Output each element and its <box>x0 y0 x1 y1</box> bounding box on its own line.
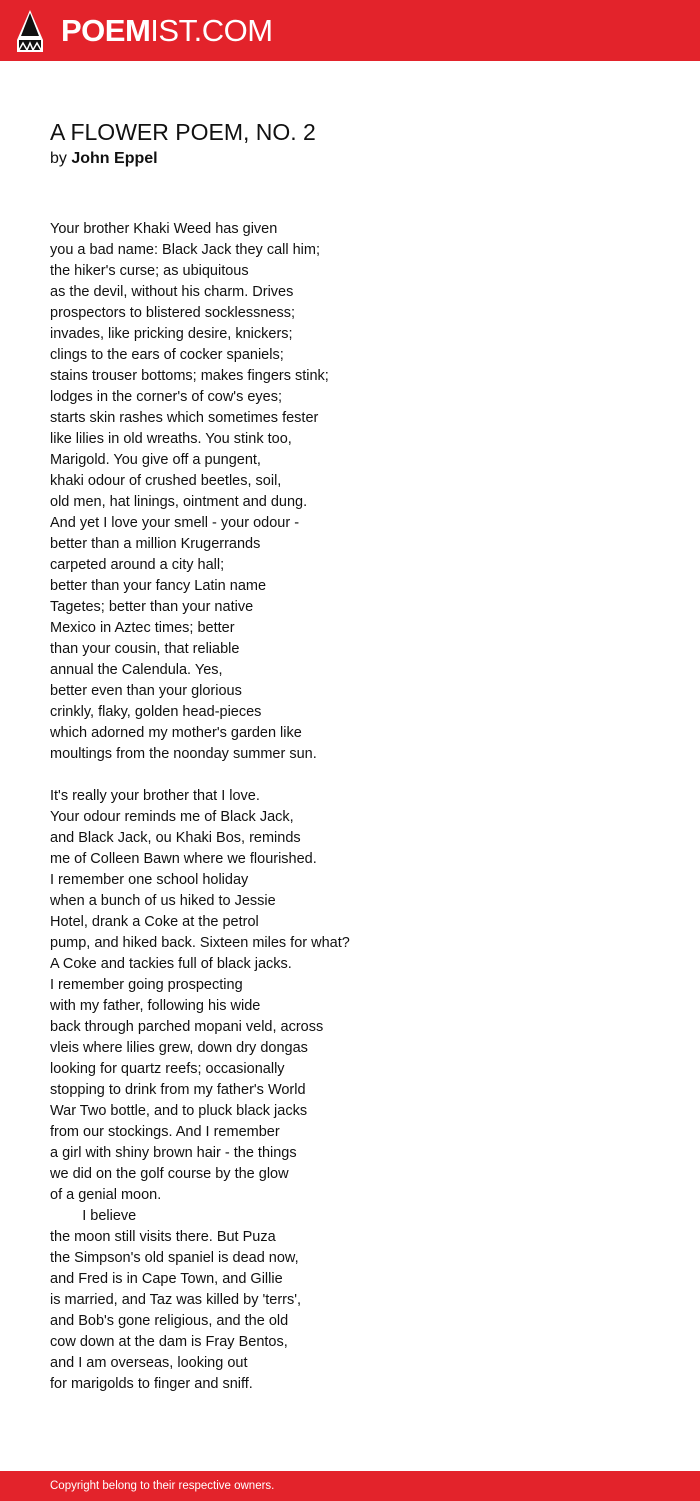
poem-line: from our stockings. And I remember <box>50 1124 280 1140</box>
poem-line: moultings from the noonday summer sun. <box>50 746 317 762</box>
poem-line: like lilies in old wreaths. You stink too, <box>50 431 292 447</box>
poem-line: carpeted around a city hall; <box>50 557 225 573</box>
poem-line: Marigold. You give off a pungent, <box>50 452 261 468</box>
logo-bold-text: POEM <box>61 13 151 48</box>
poem-line: I remember going prospecting <box>50 977 243 993</box>
poem-body <box>50 219 650 1395</box>
poem-line: is married, and Taz was killed by 'terrs', <box>50 1292 302 1308</box>
poem-line: vleis where lilies grew, down dry dongas <box>50 1040 308 1056</box>
poem-line: I believe <box>50 1208 137 1224</box>
poem-line: stopping to drink from my father's World <box>50 1082 306 1098</box>
poem-line: for marigolds to finger and sniff. <box>50 1376 253 1392</box>
poem-line: and Bob's gone religious, and the old <box>50 1313 289 1329</box>
poem-line: and Fred is in Cape Town, and Gillie <box>50 1271 283 1287</box>
poem-line: stains trouser bottoms; makes fingers stink; <box>50 368 329 384</box>
poem-line: when a bunch of us hiked to Jessie <box>50 893 276 909</box>
poem-line: back through parched mopani veld, across <box>50 1019 324 1035</box>
poem-line: the Simpson's old spaniel is dead now, <box>50 1250 299 1266</box>
poem-line: better than a million Krugerrands <box>50 536 261 552</box>
byline <box>50 149 158 169</box>
poem-line: with my father, following his wide <box>50 998 261 1014</box>
poem-line: invades, like pricking desire, knickers; <box>50 326 293 342</box>
poem-line: pump, and hiked back. Sixteen miles for what? <box>50 935 350 951</box>
poem-line: Tagetes; better than your native <box>50 599 254 615</box>
poem-line: the moon still visits there. But Puza <box>50 1229 276 1245</box>
poem-line: as the devil, without his charm. Drives <box>50 284 294 300</box>
poem-line: War Two bottle, and to pluck black jacks <box>50 1103 308 1119</box>
poem-line: It's really your brother that I love. <box>50 788 260 804</box>
poem-line: of a genial moon. <box>50 1187 162 1203</box>
poem-line: annual the Calendula. Yes, <box>50 662 223 678</box>
poem-line: A Coke and tackies full of black jacks. <box>50 956 292 972</box>
poem-line: looking for quartz reefs; occasionally <box>50 1061 285 1077</box>
poem-line: lodges in the corner's of cow's eyes; <box>50 389 283 405</box>
poem-line: cow down at the dam is Fray Bentos, <box>50 1334 288 1350</box>
stanza-break <box>50 765 650 786</box>
poem-line: better than your fancy Latin name <box>50 578 267 594</box>
poem-title: A FLOWER POEM, NO. 2 <box>50 119 316 145</box>
poem-line: Mexico in Aztec times; better <box>50 620 235 636</box>
poem-line: Your odour reminds me of Black Jack, <box>50 809 294 825</box>
poem-line: Hotel, drank a Coke at the petrol <box>50 914 259 930</box>
poem-line: khaki odour of crushed beetles, soil, <box>50 473 282 489</box>
logo-light-text: IST.COM <box>150 13 273 48</box>
poem-line: Your brother Khaki Weed has given <box>50 221 278 237</box>
site-logo[interactable] <box>61 12 273 50</box>
copyright-text: Copyright belong to their respective owners. <box>50 1480 275 1492</box>
poem-line: clings to the ears of cocker spaniels; <box>50 347 284 363</box>
poem-line: starts skin rashes which sometimes fester <box>50 410 319 426</box>
poem-line: the hiker's curse; as ubiquitous <box>50 263 249 279</box>
poem-line: prospectors to blistered socklessness; <box>50 305 295 321</box>
poem-line: a girl with shiny brown hair - the things <box>50 1145 297 1161</box>
poem-line: me of Colleen Bawn where we flourished. <box>50 851 317 867</box>
poem-line: crinkly, flaky, golden head-pieces <box>50 704 262 720</box>
site-header <box>0 0 700 61</box>
poem-line: and Black Jack, ou Khaki Bos, reminds <box>50 830 301 846</box>
pencil-icon <box>17 10 43 52</box>
author-name: John Eppel <box>71 150 158 167</box>
site-footer <box>0 1471 700 1501</box>
poem-line: we did on the golf course by the glow <box>50 1166 289 1182</box>
poem-line: I remember one school holiday <box>50 872 249 888</box>
poem-line: you a bad name: Black Jack they call him; <box>50 242 320 258</box>
poem-line: And yet I love your smell - your odour - <box>50 515 300 531</box>
poem-line: which adorned my mother's garden like <box>50 725 302 741</box>
poem-line: better even than your glorious <box>50 683 242 699</box>
poem-line: and I am overseas, looking out <box>50 1355 248 1371</box>
by-prefix: by <box>50 150 67 167</box>
poem-line: old men, hat linings, ointment and dung. <box>50 494 308 510</box>
poem-line: than your cousin, that reliable <box>50 641 240 657</box>
